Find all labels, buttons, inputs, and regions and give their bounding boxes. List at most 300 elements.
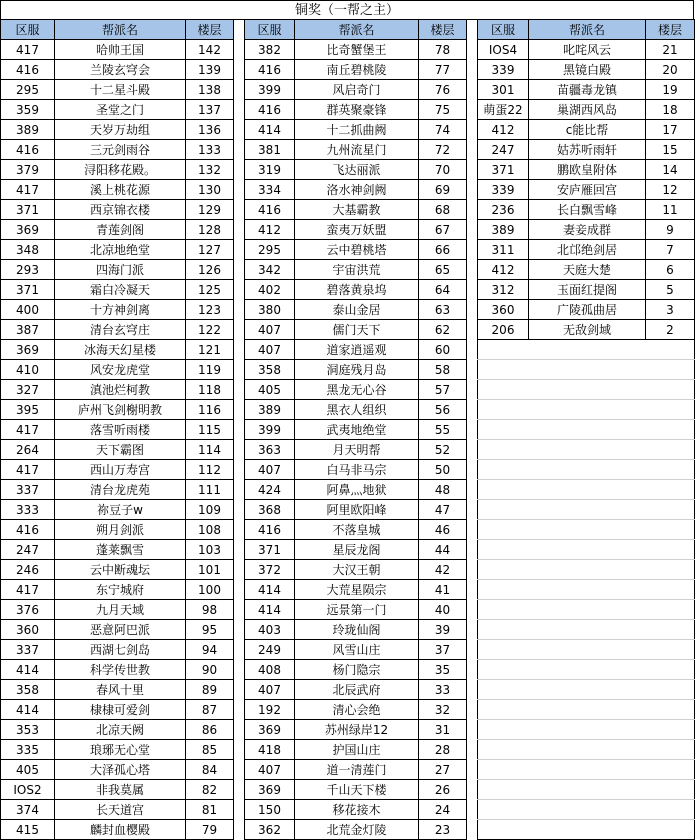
floor-cell: 87 [186,700,234,720]
server-cell: 335 [1,740,55,760]
server-cell: 407 [245,340,295,360]
server-cell: 236 [478,200,529,220]
table-row [478,160,695,180]
guild-name-cell: 西湖七剑岛 [55,640,186,660]
table-row [1,280,234,300]
floor-cell: 86 [186,720,234,740]
floor-cell: 9 [646,220,695,240]
empty-row [478,680,695,700]
guild-name-cell: 道家逍遥观 [295,340,419,360]
table-row [245,380,467,400]
guild-name-cell: 洛水神剑阙 [295,180,419,200]
guild-name-cell: c能比帮 [529,120,646,140]
guild-name-cell: 黑衣人组织 [295,400,419,420]
table-row [245,180,467,200]
empty-cell [529,440,646,460]
table-row [1,80,234,100]
table-row [1,660,234,680]
empty-row [478,460,695,480]
empty-cell [646,620,695,640]
floor-cell: 89 [186,680,234,700]
empty-cell [646,360,695,380]
empty-row [478,520,695,540]
header-floor: 楼层 [186,20,234,40]
guild-name-cell: 阿里欧阳峰 [295,500,419,520]
server-cell: 358 [1,680,55,700]
server-cell: 389 [478,220,529,240]
table-row [1,760,234,780]
server-cell: 414 [245,120,295,140]
floor-cell: 7 [646,240,695,260]
table-row [245,540,467,560]
server-cell: 319 [245,160,295,180]
table-row [245,120,467,140]
ranking-table-middle [244,19,467,840]
table-row [1,360,234,380]
floor-cell: 136 [186,120,234,140]
empty-cell [646,780,695,800]
server-cell: 311 [478,240,529,260]
guild-name-cell: 九州流星门 [295,140,419,160]
server-cell: 372 [245,560,295,580]
floor-cell: 142 [186,40,234,60]
table-row [245,820,467,840]
empty-row [478,640,695,660]
guild-name-cell: 霜白冷凝天 [55,280,186,300]
server-cell: 424 [245,480,295,500]
empty-cell [529,480,646,500]
floor-cell: 27 [419,760,467,780]
guild-name-cell: 泰山金居 [295,300,419,320]
empty-row [478,560,695,580]
floor-cell: 114 [186,440,234,460]
empty-cell [478,420,529,440]
ranking-table-left [0,19,234,840]
server-cell: 389 [1,120,55,140]
server-cell: 371 [245,540,295,560]
server-cell: 348 [1,240,55,260]
server-cell: 371 [1,280,55,300]
floor-cell: 116 [186,400,234,420]
floor-cell: 44 [419,540,467,560]
guild-name-cell: 落雪听雨楼 [55,420,186,440]
server-cell: 339 [478,180,529,200]
table-row [245,400,467,420]
server-cell: 369 [245,780,295,800]
floor-cell: 39 [419,620,467,640]
guild-name-cell: 北邙绝剑居 [529,240,646,260]
table-row [245,800,467,820]
server-cell: 295 [1,80,55,100]
server-cell: 312 [478,280,529,300]
empty-cell [646,820,695,840]
floor-cell: 85 [186,740,234,760]
server-cell: 402 [245,280,295,300]
table-row [1,100,234,120]
guild-name-cell: 十二星斗殿 [55,80,186,100]
ranking-table-right [477,19,695,840]
empty-cell [529,360,646,380]
table-row [1,440,234,460]
guild-name-cell: 溪上桃花源 [55,180,186,200]
server-cell: 399 [245,80,295,100]
empty-cell [646,520,695,540]
server-cell: 416 [245,100,295,120]
table-row [245,440,467,460]
table-row [245,280,467,300]
guild-name-cell: 九月天域 [55,600,186,620]
table-row [1,640,234,660]
floor-cell: 137 [186,100,234,120]
floor-cell: 42 [419,560,467,580]
empty-row [478,540,695,560]
floor-cell: 128 [186,220,234,240]
server-cell: 412 [478,260,529,280]
guild-name-cell: 妻妾成群 [529,220,646,240]
floor-cell: 50 [419,460,467,480]
guild-name-cell: 圣堂之门 [55,100,186,120]
header-guild: 帮派名 [529,20,646,40]
floor-cell: 33 [419,680,467,700]
server-cell: 362 [245,820,295,840]
table-row [245,80,467,100]
table-row [1,500,234,520]
table-row [1,720,234,740]
guild-name-cell: 比奇蟹堡王 [295,40,419,60]
guild-name-cell: 群英聚豪锋 [295,100,419,120]
floor-cell: 109 [186,500,234,520]
floor-cell: 100 [186,580,234,600]
empty-row [478,720,695,740]
guild-name-cell: 南丘碧桃陵 [295,60,419,80]
guild-name-cell: 玉面红提阁 [529,280,646,300]
table-row [245,200,467,220]
empty-row [478,820,695,840]
guild-name-cell: 星辰龙阁 [295,540,419,560]
table-row [1,580,234,600]
guild-name-cell: 广陵孤曲居 [529,300,646,320]
server-cell: 408 [245,660,295,680]
floor-cell: 19 [646,80,695,100]
guild-name-cell: 青莲剑阁 [55,220,186,240]
table-row [245,240,467,260]
floor-cell: 130 [186,180,234,200]
server-cell: 405 [1,760,55,780]
empty-cell [529,820,646,840]
guild-name-cell: 月天明帮 [295,440,419,460]
floor-cell: 66 [419,240,467,260]
server-cell: 369 [245,720,295,740]
table-row [478,80,695,100]
empty-cell [646,800,695,820]
floor-cell: 122 [186,320,234,340]
server-cell: 415 [1,820,55,840]
server-cell: 360 [1,620,55,640]
table-row [245,420,467,440]
guild-name-cell: 云中断魂坛 [55,560,186,580]
floor-cell: 11 [646,200,695,220]
server-cell: 369 [1,220,55,240]
guild-name-cell: 清台玄穹庄 [55,320,186,340]
table-row [1,540,234,560]
empty-cell [478,560,529,580]
server-cell: 379 [1,160,55,180]
floor-cell: 21 [646,40,695,60]
guild-name-cell: 十二抓曲阙 [295,120,419,140]
floor-cell: 65 [419,260,467,280]
floor-cell: 76 [419,80,467,100]
table-row [245,720,467,740]
table-row [1,700,234,720]
empty-row [478,360,695,380]
server-cell: 416 [1,140,55,160]
guild-name-cell: 杨门隐宗 [295,660,419,680]
guild-name-cell: 北凉地绝堂 [55,240,186,260]
guild-name-cell: 滇池烂柯教 [55,380,186,400]
table-row [245,160,467,180]
server-cell: 414 [1,700,55,720]
table-row [245,260,467,280]
floor-cell: 118 [186,380,234,400]
server-cell: 359 [1,100,55,120]
empty-cell [646,380,695,400]
table-row [245,320,467,340]
empty-cell [529,720,646,740]
table-row [245,700,467,720]
empty-row [478,760,695,780]
empty-cell [529,540,646,560]
empty-cell [529,560,646,580]
floor-cell: 18 [646,100,695,120]
server-cell: 407 [245,320,295,340]
server-cell: 416 [1,60,55,80]
guild-name-cell: 风雪山庄 [295,640,419,660]
guild-name-cell: 非我莫属 [55,780,186,800]
guild-name-cell: 天庭大楚 [529,260,646,280]
guild-name-cell: 叱咤风云 [529,40,646,60]
server-cell: 376 [1,600,55,620]
empty-cell [478,700,529,720]
empty-cell [646,580,695,600]
empty-row [478,780,695,800]
empty-cell [646,400,695,420]
server-cell: 192 [245,700,295,720]
floor-cell: 40 [419,600,467,620]
table-row [478,200,695,220]
guild-name-cell: 苗疆毒龙镇 [529,80,646,100]
floor-cell: 14 [646,160,695,180]
table-row [245,500,467,520]
empty-cell [478,780,529,800]
floor-cell: 68 [419,200,467,220]
guild-name-cell: 清台龙虎苑 [55,480,186,500]
server-cell: 410 [1,360,55,380]
guild-name-cell: 琅琊无心堂 [55,740,186,760]
empty-row [478,480,695,500]
table-row [1,180,234,200]
server-cell: 417 [1,580,55,600]
guild-name-cell: 北荒金灯陵 [295,820,419,840]
table-row [1,480,234,500]
guild-name-cell: 姑苏听雨轩 [529,140,646,160]
floor-cell: 133 [186,140,234,160]
empty-cell [529,760,646,780]
floor-cell: 31 [419,720,467,740]
floor-cell: 69 [419,180,467,200]
empty-cell [478,660,529,680]
server-cell: 416 [1,520,55,540]
floor-cell: 94 [186,640,234,660]
table-row [478,60,695,80]
empty-cell [529,740,646,760]
guild-name-cell: 棣棣可爱剑 [55,700,186,720]
empty-cell [529,400,646,420]
empty-cell [529,500,646,520]
server-cell: 293 [1,260,55,280]
floor-cell: 20 [646,60,695,80]
header-floor: 楼层 [646,20,695,40]
empty-cell [529,640,646,660]
table-row [245,360,467,380]
empty-cell [478,520,529,540]
server-cell: 247 [478,140,529,160]
table-row [1,400,234,420]
table-row [245,760,467,780]
server-cell: 337 [1,480,55,500]
guild-name-cell: 洞庭残月岛 [295,360,419,380]
floor-cell: 119 [186,360,234,380]
table-row [1,620,234,640]
guild-name-cell: 武夷地绝堂 [295,420,419,440]
empty-cell [646,560,695,580]
empty-cell [478,500,529,520]
empty-cell [646,680,695,700]
table-row [1,780,234,800]
server-cell: 417 [1,40,55,60]
floor-cell: 123 [186,300,234,320]
server-cell: 246 [1,560,55,580]
table-row [245,620,467,640]
guild-name-cell: 飞达丽派 [295,160,419,180]
table-row [478,320,695,340]
empty-cell [646,720,695,740]
empty-cell [646,460,695,480]
floor-cell: 81 [186,800,234,820]
server-cell: 264 [1,440,55,460]
table-row [1,800,234,820]
table-row [478,220,695,240]
empty-cell [478,800,529,820]
guild-name-cell: 千山天下楼 [295,780,419,800]
floor-cell: 108 [186,520,234,540]
guild-name-cell: 风启奇门 [295,80,419,100]
guild-name-cell: 哈帅王国 [55,40,186,60]
floor-cell: 48 [419,480,467,500]
floor-cell: 52 [419,440,467,460]
floor-cell: 56 [419,400,467,420]
empty-row [478,440,695,460]
floor-cell: 125 [186,280,234,300]
table-row [1,520,234,540]
table-header-row [245,20,467,40]
server-cell: 353 [1,720,55,740]
empty-cell [478,680,529,700]
table-row [1,560,234,580]
sheet-title: 铜奖（一帮之主） [0,0,694,20]
guild-name-cell: 蛮夷万妖盟 [295,220,419,240]
empty-cell [646,740,695,760]
guild-name-cell: 阿鼻灬地狱 [295,480,419,500]
table-row [1,300,234,320]
table-row [1,200,234,220]
floor-cell: 90 [186,660,234,680]
server-cell: 萌蛋22 [478,100,529,120]
guild-name-cell: 风安龙虎堂 [55,360,186,380]
server-cell: 150 [245,800,295,820]
floor-cell: 6 [646,260,695,280]
server-cell: 395 [1,400,55,420]
empty-row [478,600,695,620]
server-cell: 206 [478,320,529,340]
guild-name-cell: 移花接木 [295,800,419,820]
table-row [245,60,467,80]
empty-row [478,660,695,680]
table-row [245,40,467,60]
guild-name-cell: 护国山庄 [295,740,419,760]
floor-cell: 60 [419,340,467,360]
guild-name-cell: 东宁城府 [55,580,186,600]
empty-cell [529,340,646,360]
empty-cell [529,380,646,400]
table-row [245,480,467,500]
floor-cell: 115 [186,420,234,440]
table-row [1,380,234,400]
server-cell: 412 [245,220,295,240]
table-header-row [1,20,234,40]
guild-name-cell: 长天道宫 [55,800,186,820]
guild-name-cell: 科学传世教 [55,660,186,680]
guild-name-cell: 白马非马宗 [295,460,419,480]
guild-name-cell: 浔阳移花殿。 [55,160,186,180]
server-cell: IOS4 [478,40,529,60]
empty-row [478,400,695,420]
empty-row [478,700,695,720]
table-row [1,740,234,760]
server-cell: 247 [1,540,55,560]
table-row [245,740,467,760]
empty-cell [529,580,646,600]
empty-cell [646,500,695,520]
table-row [245,140,467,160]
guild-name-cell: 北凉天阙 [55,720,186,740]
floor-cell: 129 [186,200,234,220]
empty-cell [529,600,646,620]
empty-cell [529,420,646,440]
floor-cell: 132 [186,160,234,180]
server-cell: 403 [245,620,295,640]
floor-cell: 79 [186,820,234,840]
guild-name-cell: 无敌剑域 [529,320,646,340]
floor-cell: 15 [646,140,695,160]
server-cell: 416 [245,520,295,540]
server-cell: 405 [245,380,295,400]
empty-cell [478,740,529,760]
floor-cell: 121 [186,340,234,360]
floor-cell: 101 [186,560,234,580]
guild-name-cell: 麟封血樱殿 [55,820,186,840]
table-row [478,300,695,320]
guild-name-cell: 十方神剑离 [55,300,186,320]
